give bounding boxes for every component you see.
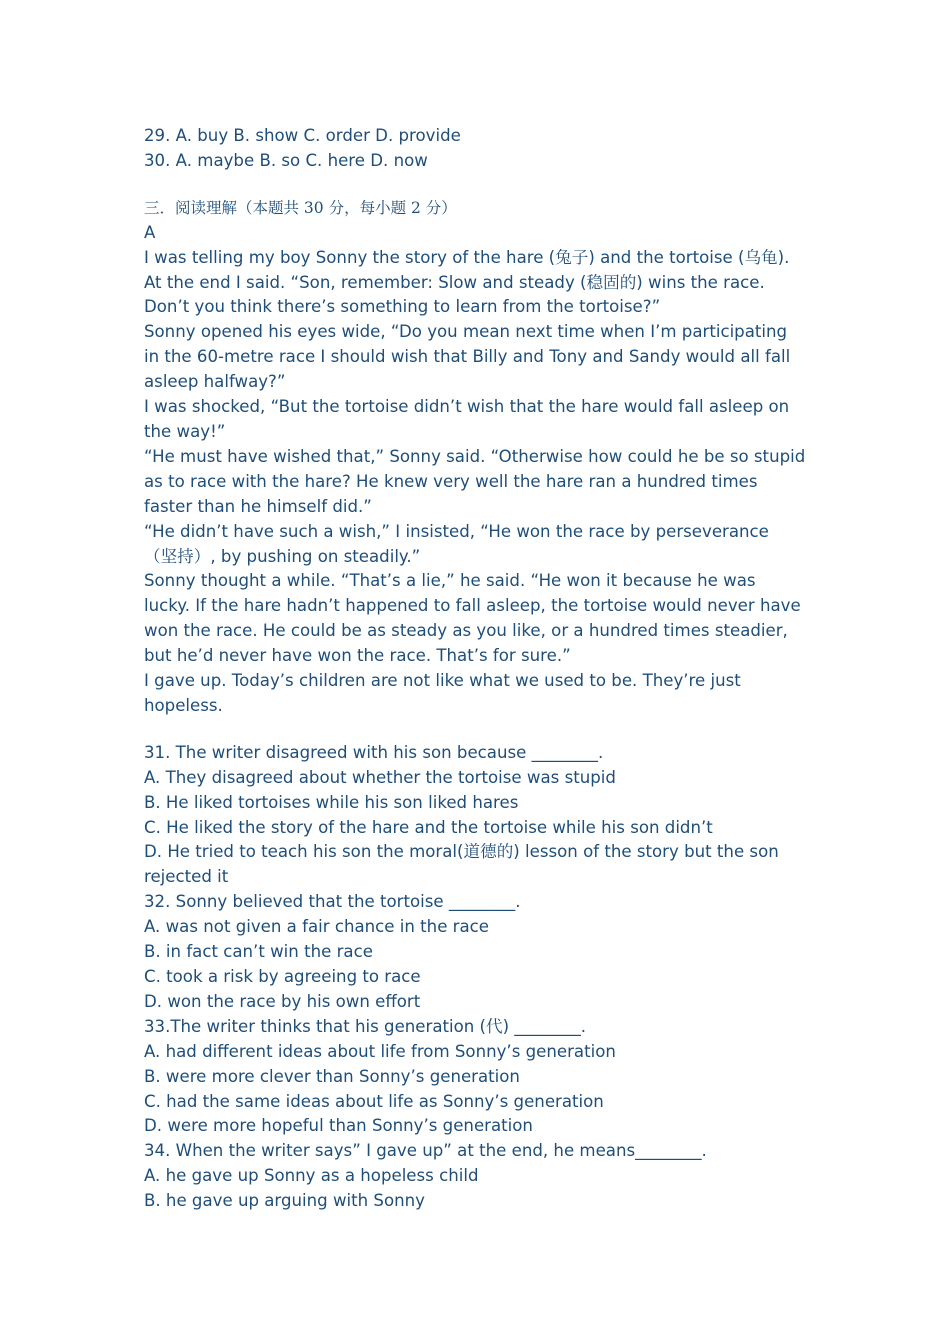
passage-paragraph: I gave up. Today’s children are not like what we used to be. They’re just hopeless. xyxy=(144,671,741,715)
question-stem: 34. When the writer says” I gave up” at the end, he means________. xyxy=(144,1141,707,1161)
document-page xyxy=(144,124,806,1214)
question-33 xyxy=(144,1015,806,1140)
answer-option: A. was not given a fair chance in the race xyxy=(144,917,490,937)
answer-option: B. were more clever than Sonny’s generation xyxy=(144,1066,520,1086)
answer-option: C. He liked the story of the hare and the tortoise while his son didn’t xyxy=(144,817,713,837)
question-32 xyxy=(144,890,806,1015)
question-34 xyxy=(144,1139,806,1214)
answer-option: D. won the race by his own effort xyxy=(144,991,421,1011)
answer-option: A. They disagreed about whether the tortoise was stupid xyxy=(144,767,616,787)
passage-paragraph: Sonny opened his eyes wide, “Do you mean next time when I’m participating in the 60-metre race I should wish that Billy and Tony and Sandy would all fall asleep halfway?” xyxy=(144,322,791,392)
passage-paragraph: I was shocked, “But the tortoise didn’t wish that the hare would fall asleep on the way!” xyxy=(144,397,790,441)
passage-label: A xyxy=(144,222,156,242)
question-31 xyxy=(144,741,806,890)
reading-passage xyxy=(144,246,806,719)
answer-option: C. had the same ideas about life as Sonny’s generation xyxy=(144,1091,604,1111)
answer-option: B. He liked tortoises while his son liked hares xyxy=(144,792,519,812)
answer-option: B. in fact can’t win the race xyxy=(144,942,373,962)
answer-options-30: 30. A. maybe B. so C. here D. now xyxy=(144,150,428,170)
answer-option: A. had different ideas about life from Sonny’s generation xyxy=(144,1041,616,1061)
spacer xyxy=(144,719,806,741)
answer-option: D. He tried to teach his son the moral(道德的) lesson of the story but the son rejected it xyxy=(144,842,779,887)
answer-option: A. he gave up Sonny as a hopeless child xyxy=(144,1166,479,1186)
passage-paragraph: Sonny thought a while. “That’s a lie,” he said. “He won it because he was lucky. If the hare hadn’t happened to fall asleep, the tortoise would never have won the race. He could be as steady as you like, or a hundred times steadier, but he’d never have won the race. That’s for sure.” xyxy=(144,571,801,666)
spacer xyxy=(144,174,806,196)
answer-options-29: 29. A. buy B. show C. order D. provide xyxy=(144,126,461,145)
passage-paragraph: “He must have wished that,” Sonny said. “Otherwise how could he be so stupid as to race with the hare? He knew very well the hare ran a hundred times faster than he himself did.” xyxy=(144,446,806,516)
passage-paragraph: I was telling my boy Sonny the story of the hare (兔子) and the tortoise (乌龟). At the end I said. “Son, remember: Slow and steady (稳固的) wins the race. Don’t you think there’s something to learn from the tortoise?” xyxy=(144,247,790,317)
passage-paragraph: “He didn’t have such a wish,” I insisted, “He won the race by perseverance （坚持）, by pushing on steadily.” xyxy=(144,521,769,566)
answer-option: D. were more hopeful than Sonny’s generation xyxy=(144,1116,533,1136)
question-stem: 33.The writer thinks that his generation (代) ________. xyxy=(144,1016,587,1036)
question-stem: 31. The writer disagreed with his son because ________. xyxy=(144,742,604,762)
question-stem: 32. Sonny believed that the tortoise ________. xyxy=(144,892,521,912)
answer-option: C. took a risk by agreeing to race xyxy=(144,967,421,986)
answer-option: B. he gave up arguing with Sonny xyxy=(144,1191,425,1211)
section-heading: 三．阅读理解（本题共 30 分，每小题 2 分） xyxy=(144,198,457,217)
